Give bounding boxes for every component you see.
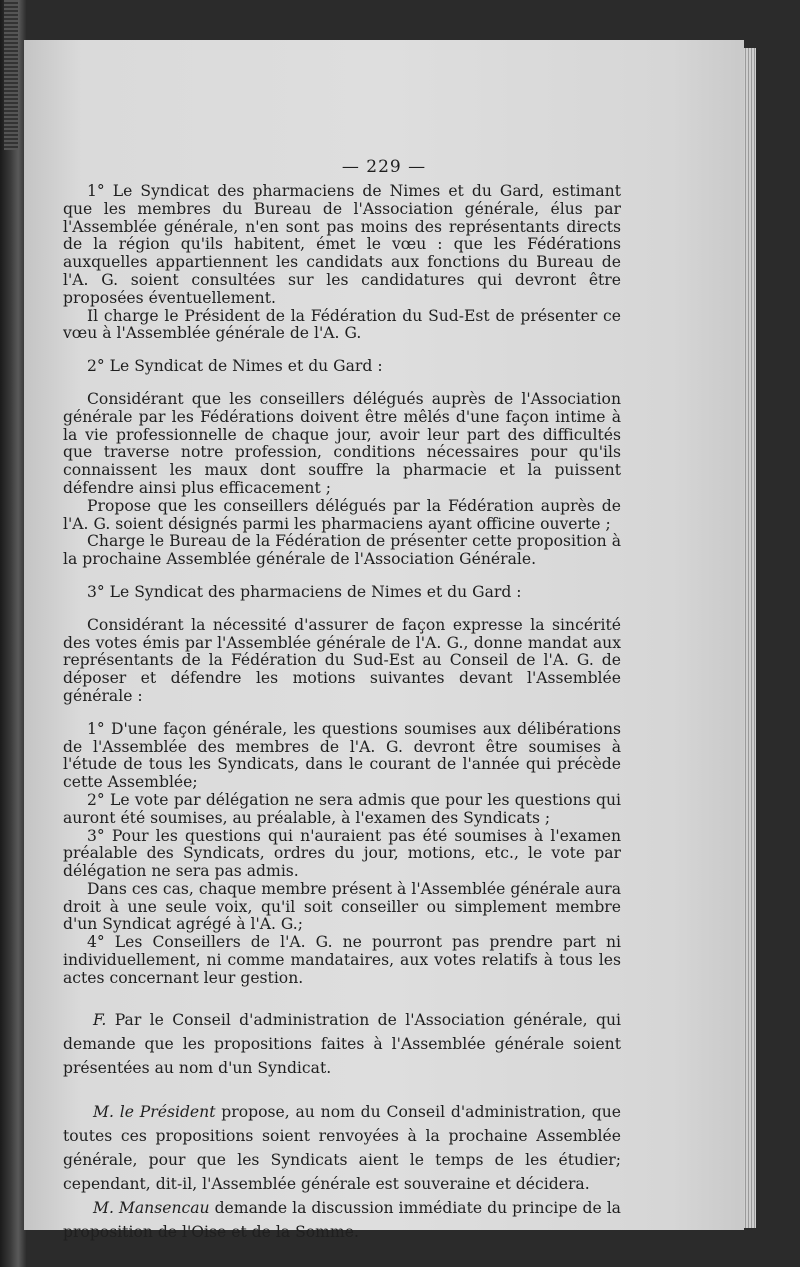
- book-spine: [0, 0, 26, 1267]
- paragraph-mansencau: [63, 1196, 621, 1244]
- paragraph: 4° Les Conseillers de l'A. G. ne pourront pas prendre part ni individuellement, ni comme mandataires, aux votes relatifs à tous les actes concernant leur gestion.: [63, 933, 621, 987]
- page-number: — 229 —: [341, 157, 427, 177]
- paragraph-lead: M. Mansencau: [93, 1198, 210, 1217]
- paragraph-lead: M. le Président: [93, 1102, 216, 1121]
- resolutions-section: [63, 183, 621, 988]
- paragraph: 1° Le Syndicat des pharmaciens de Nimes et du Gard, estimant que les membres du Bureau de l'Association générale, élus par l'Assemblée générale, n'en sont pas moins des représentants directs de la région qu'ils habitent, émet le vœu : que les Fédérations auxquelles appartiennent les candidats aux fonctions du Bureau de l'A. G. soient consultées sur les candidatures qui devront être proposées éventuellement.: [63, 182, 621, 307]
- paragraph: Considérant la nécessité d'assurer de façon expresse la sincérité des votes émis par l'Assemblée générale de l'A. G., donne mandat aux représentants de la Fédération du Sud-Est au Conseil de l'A. G. de déposer et défendre les motions suivantes devant l'Assemblée générale :: [63, 615, 621, 705]
- paragraph: 1° D'une façon générale, les questions soumises aux délibérations de l'Assemblée des membres de l'A. G. devront être soumises à l'étude de tous les Syndicats, dans le courant de l'année qui précède cette Assemblée;: [63, 719, 621, 792]
- paragraph-lead: F.: [93, 1010, 107, 1029]
- paragraph: Il charge le Président de la Fédération du Sud-Est de présenter ce vœu à l'Assemblée générale de l'A. G.: [63, 306, 621, 343]
- page-body: [63, 183, 621, 1244]
- paragraph-text: propose, au nom du Conseil d'administration, que toutes ces propositions soient renvoyées à la prochaine Assemblée générale, pour que les Syndicats aient le temps de les étudier; cependant, dit-il, l'Assemblée générale est souveraine et décidera.: [63, 1102, 621, 1193]
- paragraph: Dans ces cas, chaque membre présent à l'Assemblée générale aura droit à une seule voix, qu'il soit conseiller ou simplement membre d'un Syndicat agrégé à l'A. G.;: [63, 879, 621, 934]
- spine-binding: [4, 0, 18, 150]
- paragraph: 2° Le vote par délégation ne sera admis que pour les questions qui auront été soumises, au préalable, à l'examen des Syndicats ;: [63, 790, 621, 827]
- paragraph-f: [63, 1008, 621, 1080]
- paragraph-president: [63, 1100, 621, 1196]
- paragraph: 3° Le Syndicat des pharmaciens de Nimes et du Gard :: [87, 582, 522, 601]
- paragraph: 3° Pour les questions qui n'auraient pas été soumises à l'examen préalable des Syndicats, ordres du jour, motions, etc., le vote par délégation ne sera pas admis.: [63, 826, 621, 881]
- paragraph: Charge le Bureau de la Fédération de présenter cette proposition à la prochaine Assemblée générale de l'Association Générale.: [63, 532, 621, 569]
- paragraph: Considérant que les conseillers délégués auprès de l'Association générale par les Fédérations doivent être mêlés d'une façon intime à la vie professionnelle de chaque jour, avoir leur part des difficultés que traverse notre profession, conditions nécessaires pour qu'ils connaissent les maux dont souffre la pharmacie et la puissent défendre ainsi plus efficacement ;: [63, 389, 621, 497]
- book-page: [24, 40, 744, 1241]
- paragraph: Propose que les conseillers délégués par la Fédération auprès de l'A. G. soient désignés parmi les pharmaciens ayant officine ouverte ;: [63, 496, 621, 533]
- paragraph-text: Par le Conseil d'administration de l'Association générale, qui demande que les propositions faites à l'Assemblée générale soient présentées au nom d'un Syndicat.: [63, 1010, 621, 1077]
- paragraph: 2° Le Syndicat de Nimes et du Gard :: [87, 357, 383, 376]
- paragraph-text: demande la discussion immédiate du principe de la proposition de l'Oise et de la Somme.: [63, 1198, 621, 1241]
